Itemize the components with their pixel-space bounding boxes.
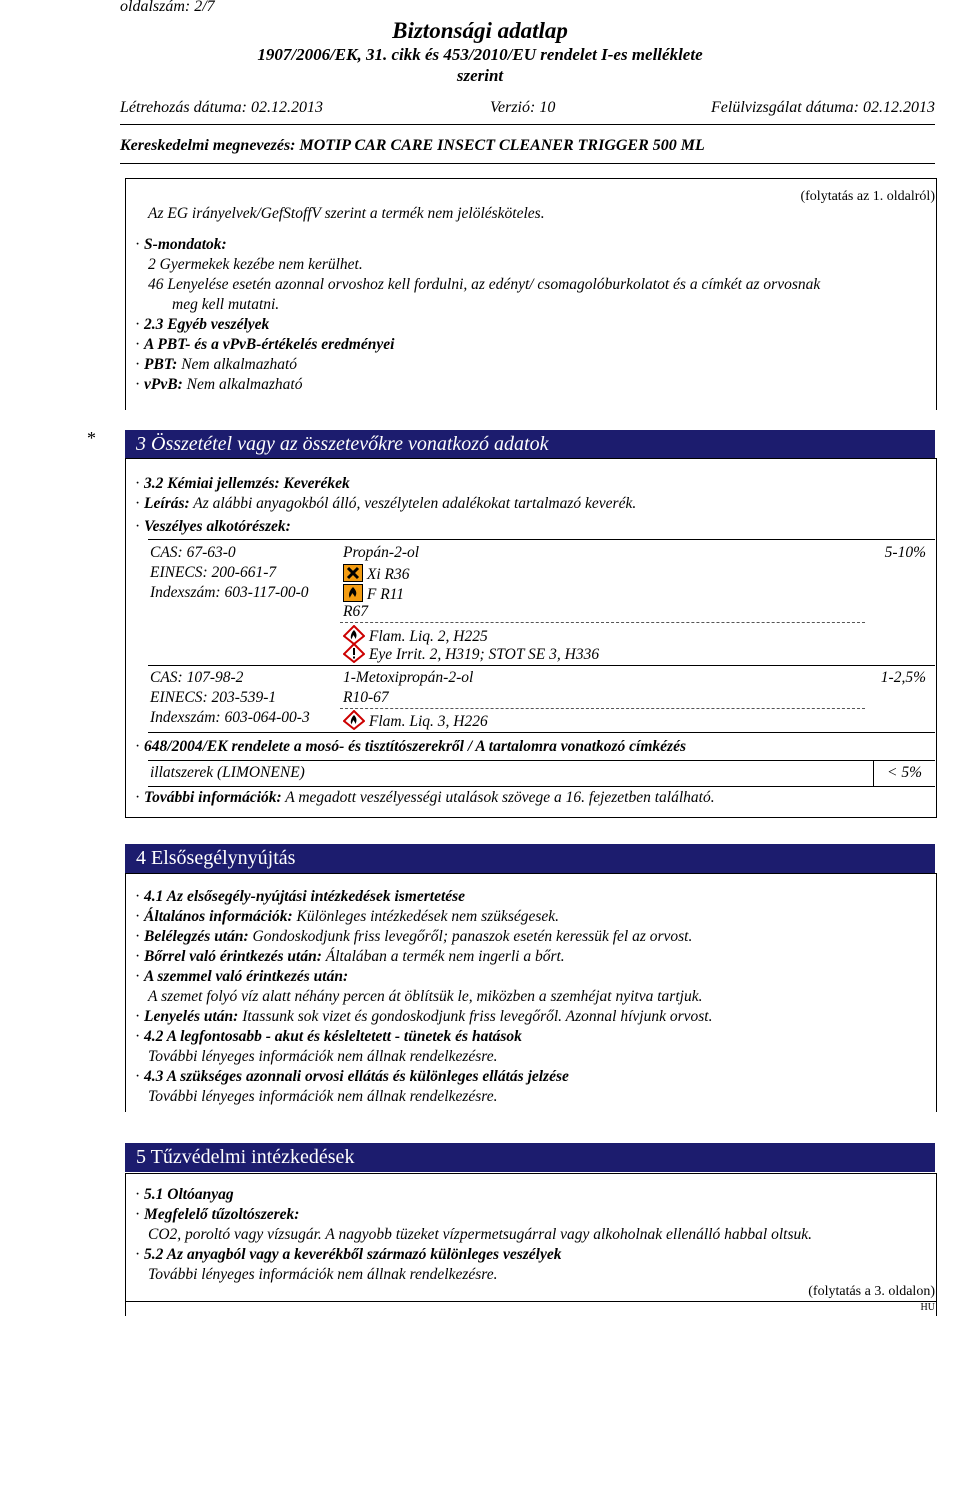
inhalation-line: · Belélegzés után: Gondoskodjunk friss levegőről; panaszok esetén keressük fel az orvost. <box>135 928 693 945</box>
continued-from: (folytatás az 1. oldalról) <box>800 189 935 204</box>
inhalation-value: Gondoskodjunk friss levegőről; panaszok esetén keressük fel az orvost. <box>248 928 693 945</box>
special-hazards-value: További lényeges információk nem állnak rendelkezésre. <box>148 1266 498 1283</box>
change-marker: * <box>87 428 96 448</box>
detergent-reg-heading: · 648/2004/EK rendelete a mosó- és tisztítószerekről / A tartalomra vonatkozó címkézés <box>135 738 686 755</box>
medical-attention-label: 4.3 A szükséges azonnali orvosi ellátás és különleges ellátás jelzése <box>144 1068 569 1085</box>
component-einecs: EINECS: 200-661-7 <box>150 564 277 581</box>
special-hazards-label: 5.2 Az anyagból vagy a keverékből származó különleges veszélyek <box>144 1246 562 1263</box>
hazardous-heading: · Veszélyes alkotórészek: <box>135 518 291 535</box>
extinguishing-media-heading: · 5.1 Oltóanyag <box>135 1186 234 1203</box>
other-hazards-heading: · 2.3 Egyéb veszélyek <box>135 316 270 333</box>
component-r67: R67 <box>343 603 368 620</box>
symptoms-heading: · 4.2 A legfontosabb - akut és késleltetett - tünetek és hatások <box>135 1028 522 1045</box>
pbt-results-label: A PBT- és a vPvB-értékelés eredményei <box>144 336 395 353</box>
component-concentration: 5-10% <box>884 544 926 561</box>
s-phrases-label: S-mondatok: <box>144 236 227 253</box>
s-phrase-46-cont: meg kell mutatni. <box>172 296 280 313</box>
description-value: Az alábbi anyagokból álló, veszélytelen adalékokat tartalmazó keverék. <box>189 495 637 512</box>
component-concentration: 1-2,5% <box>880 669 926 686</box>
perfume-concentration: < 5% <box>887 764 922 781</box>
further-info-value: A megadott veszélyességi utalások szövege a 16. fejezetben található. <box>281 789 715 806</box>
eye-contact-value: A szemet folyó víz alatt néhány percen át öblítsük le, miközben a szemhéjat nyitva tartjuk. <box>148 988 703 1005</box>
other-hazards-label: 2.3 Egyéb veszélyek <box>144 316 270 333</box>
created-date: Létrehozás dátuma: 02.12.2013 <box>120 99 323 116</box>
s-phrase-2: 2 Gyermekek kezébe nem kerülhet. <box>148 256 363 273</box>
general-info-label: Általános információk: <box>144 908 293 925</box>
component-table-top <box>148 539 935 540</box>
component-einecs: EINECS: 203-539-1 <box>150 689 277 706</box>
component-cas: CAS: 67-63-0 <box>150 544 236 561</box>
perfume-name: illatszerek (LIMONENE) <box>150 764 305 781</box>
symptoms-value: További lényeges információk nem állnak rendelkezésre. <box>148 1048 498 1065</box>
detergent-reg-label: 648/2004/EK rendelete a mosó- és tisztítószerekről / A tartalomra vonatkozó címkézés <box>144 738 686 755</box>
component-cas: CAS: 107-98-2 <box>150 669 244 686</box>
component-row-divider <box>148 665 935 666</box>
pbt-results-heading: · A PBT- és a vPvB-értékelés eredményei <box>135 336 395 353</box>
footer-line <box>125 1301 936 1302</box>
eye-contact-heading: · A szemmel való érintkezés után: <box>135 968 349 985</box>
inhalation-label: Belélegzés után: <box>144 928 249 945</box>
medical-attention-heading: · 4.3 A szükséges azonnali orvosi ellátás és különleges ellátás jelzése <box>135 1068 569 1085</box>
version: Verzió: 10 <box>490 99 556 116</box>
header-divider-2 <box>120 163 935 164</box>
regulation-line: 1907/2006/EK, 31. cikk és 453/2010/EU rendelet I-es melléklete <box>257 45 703 64</box>
class-f-text: F R11 <box>366 586 405 604</box>
skin-contact-value: Általában a termék nem ingerli a bőrt. <box>321 948 565 965</box>
perfume-col-divider <box>873 760 874 786</box>
suitable-agents-heading: · Megfelelő tűzoltószerek: <box>135 1206 300 1223</box>
general-info-value: Különleges intézkedések nem szükségesek. <box>292 908 560 925</box>
revised-date: Felülvizsgálat dátuma: 02.12.2013 <box>711 99 935 116</box>
component-name: 1-Metoxipropán-2-ol <box>343 669 474 686</box>
clp-eye-text: Eye Irrit. 2, H319; STOT SE 3, H336 <box>368 646 600 664</box>
s-phrase-46: 46 Lenyelése esetén azonnal orvoshoz kell fordulni, az edényt/ csomagolóburkolatot és a címkét az orvosnak <box>148 276 821 293</box>
chem-char-label: 3.2 Kémiai jellemzés: Keverékek <box>144 475 350 492</box>
vpvb-value: Nem alkalmazható <box>182 376 303 393</box>
section3-heading: 3 Összetétel vagy az összetevőkre vonatkozó adatok <box>125 430 935 459</box>
further-info-label: További információk: <box>144 789 282 806</box>
regulation-szerint: szerint <box>456 66 504 85</box>
class-xi-text: Xi R36 <box>366 566 410 584</box>
perfume-table-bottom <box>148 786 935 787</box>
skin-contact-line: · Bőrrel való érintkezés után: Általában a termék nem ingerli a bőrt. <box>135 948 565 965</box>
component-name: Propán-2-ol <box>343 544 420 561</box>
description-label: Leírás: <box>144 495 190 512</box>
ingestion-line: · Lenyelés után: Itassunk sok vizet és gondoskodjunk friss levegőről. Azonnal hívjunk orvost. <box>135 1008 713 1025</box>
general-info-line: · Általános információk: Különleges intézkedések nem szükségesek. <box>135 908 560 925</box>
component-r10-67: R10-67 <box>343 689 389 706</box>
pbt-label: PBT: <box>144 356 178 373</box>
ingestion-label: Lenyelés után: <box>144 1008 239 1025</box>
further-info-line: · További információk: A megadott veszélyességi utalások szövege a 16. fejezetben található. <box>135 789 715 806</box>
description-line: · Leírás: Az alábbi anyagokból álló, veszélytelen adalékokat tartalmazó keverék. <box>135 495 637 512</box>
language-code: HU <box>920 1302 935 1313</box>
suitable-agents-label: Megfelelő tűzoltószerek: <box>144 1206 300 1223</box>
vpvb-line: · vPvB: Nem alkalmazható <box>135 376 303 393</box>
component-index: Indexszám: 603-117-00-0 <box>150 584 309 601</box>
component-divider <box>340 708 865 709</box>
document-title: Biztonsági adatlap <box>392 18 568 43</box>
pbt-line: · PBT: Nem alkalmazható <box>135 356 298 373</box>
header-divider <box>120 124 935 125</box>
component-table-bottom <box>148 732 935 733</box>
pbt-value: Nem alkalmazható <box>177 356 298 373</box>
hazardous-label: Veszélyes alkotórészek: <box>144 518 291 535</box>
clp-flam-text: Flam. Liq. 3, H226 <box>368 713 488 731</box>
continued-on: (folytatás a 3. oldalon) <box>808 1284 935 1299</box>
vpvb-label: vPvB: <box>144 376 183 393</box>
medical-attention-value: További lényeges információk nem állnak rendelkezésre. <box>148 1088 498 1105</box>
first-aid-measures-heading: · 4.1 Az elsősegély-nyújtási intézkedések ismertetése <box>135 888 466 905</box>
skin-contact-label: Bőrrel való érintkezés után: <box>144 948 322 965</box>
extinguishing-media-label: 5.1 Oltóanyag <box>144 1186 234 1203</box>
clp-flam-text: Flam. Liq. 2, H225 <box>368 628 488 646</box>
page-number: oldalszám: 2/7 <box>120 0 215 15</box>
section5-heading: 5 Tűzvédelmi intézkedések <box>125 1143 935 1172</box>
eg-line: Az EG irányelvek/GefStoffV szerint a termék nem jelölésköteles. <box>148 205 545 222</box>
chem-char-line: · 3.2 Kémiai jellemzés: Keverékek <box>135 475 350 492</box>
perfume-table-top <box>148 760 935 761</box>
ingestion-value: Itassunk sok vizet és gondoskodjunk friss levegőről. Azonnal hívjunk orvost. <box>238 1008 713 1025</box>
trade-name: Kereskedelmi megnevezés: MOTIP CAR CARE INSECT CLEANER TRIGGER 500 ML <box>120 137 705 154</box>
component-divider <box>340 622 865 623</box>
eye-contact-label: A szemmel való érintkezés után: <box>144 968 349 985</box>
special-hazards-heading: · 5.2 Az anyagból vagy a keverékből származó különleges veszélyek <box>135 1246 562 1263</box>
s-phrases-heading: · S-mondatok: <box>135 236 227 253</box>
section4-heading: 4 Elsősegélynyújtás <box>125 844 935 873</box>
symptoms-label: 4.2 A legfontosabb - akut és késleltetett - tünetek és hatások <box>144 1028 522 1045</box>
suitable-agents-value: CO2, poroltó vagy vízsugár. A nagyobb tüzeket vízpermetsugárral vagy alkoholnak ellenálló habbal oltsuk. <box>148 1226 812 1243</box>
first-aid-measures-label: 4.1 Az elsősegély-nyújtási intézkedések ismertetése <box>144 888 466 905</box>
component-index: Indexszám: 603-064-00-3 <box>150 709 310 726</box>
